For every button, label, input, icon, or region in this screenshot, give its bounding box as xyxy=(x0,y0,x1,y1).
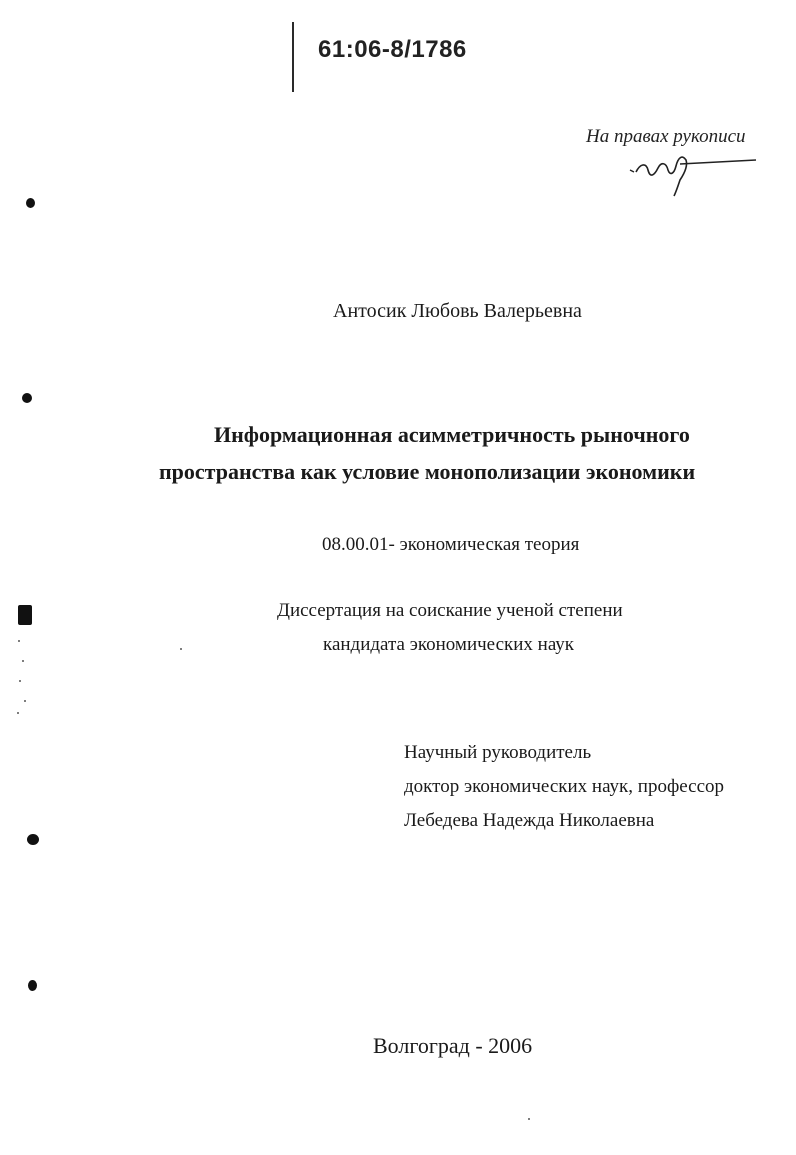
scan-speck xyxy=(19,680,21,682)
binding-hole-icon xyxy=(26,198,35,208)
scan-speck xyxy=(18,640,20,642)
scan-speck xyxy=(17,712,19,714)
archive-code: 61:06-8/1786 xyxy=(318,36,467,63)
binding-hole-icon xyxy=(28,980,37,991)
degree-line-2: кандидата экономических наук xyxy=(323,634,575,655)
binding-hole-icon xyxy=(18,605,32,625)
archive-margin-line xyxy=(292,22,294,92)
signature-icon xyxy=(628,140,758,200)
supervisor-role: Научный руководитель xyxy=(404,742,592,763)
degree-line-1: Диссертация на соискание ученой степени xyxy=(277,600,623,621)
supervisor-name: Лебедева Надежда Николаевна xyxy=(404,810,655,831)
scan-speck xyxy=(24,700,26,702)
supervisor-title: доктор экономических наук, профессор xyxy=(404,776,725,797)
scan-speck xyxy=(22,660,24,662)
thesis-title-line-1: Информационная асимметричность рыночного xyxy=(214,422,690,447)
rights-note: На правах рукописи xyxy=(586,126,746,147)
binding-hole-icon xyxy=(22,393,32,403)
binding-hole-icon xyxy=(27,834,39,845)
author-name: Антосик Любовь Валерьевна xyxy=(333,300,582,322)
city-year: Волгоград - 2006 xyxy=(373,1033,533,1058)
thesis-title-line-2: пространства как условие монополизации экономики xyxy=(159,459,696,484)
specialty-code: 08.00.01- экономическая теория xyxy=(322,534,580,555)
scan-speck xyxy=(528,1118,530,1120)
scan-speck xyxy=(180,648,182,650)
